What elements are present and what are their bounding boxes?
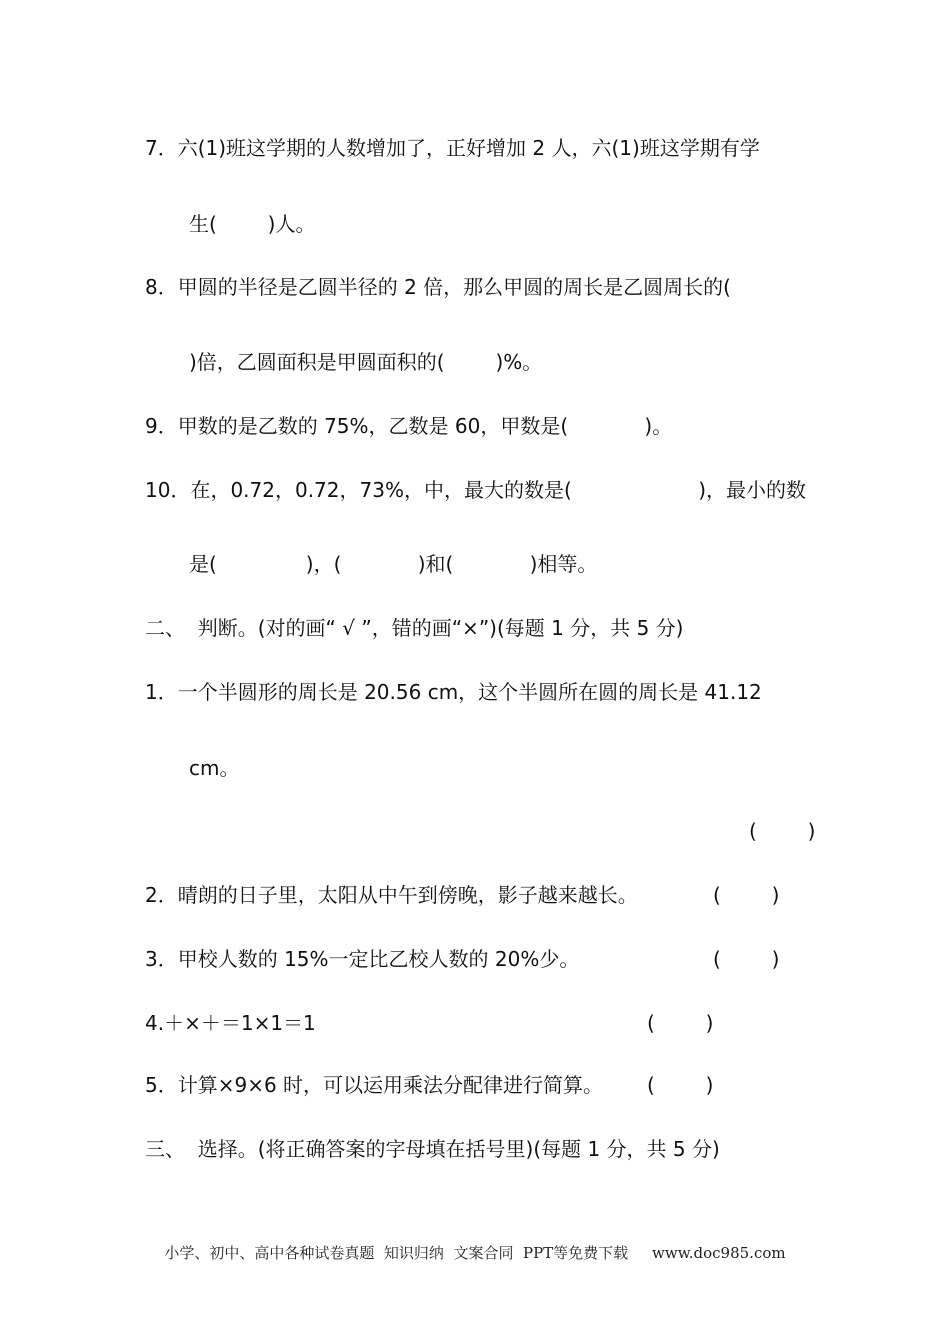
section2-heading: 二、 判断。(对的画“ √ ”，错的画“×”)(每题 1 分，共 5 分) [145,616,684,640]
s2-q2-answer-bracket: ( ) [713,883,780,907]
footer-text: 小学、初中、高中各种试卷真题 知识归纳 文案合同 PPT等免费下载 www.doc985.com [164,1244,786,1262]
s2-q1-line2: cm。 [189,756,240,780]
q10-line1-left: 10．在，0.72，0.72，73%，中，最大的数是( [145,478,572,502]
q8-line2: )倍，乙圆面积是甲圆面积的( )%。 [189,350,543,374]
s2-q4-answer-bracket: ( ) [647,1011,714,1035]
s2-q2: 2．晴朗的日子里，太阳从中午到傍晚，影子越来越长。 [145,883,638,907]
q8-line1: 8．甲圆的半径是乙圆半径的 2 倍，那么甲圆的周长是乙圆周长的( [145,275,731,299]
s2-q1-answer-bracket: ( ) [749,819,816,843]
s2-q3: 3．甲校人数的 15%一定比乙校人数的 20%少。 [145,947,580,971]
s2-q4: 4.＋×＋＝1×1＝1 [145,1011,316,1035]
section3-heading: 三、 选择。(将正确答案的字母填在括号里)(每题 1 分，共 5 分) [145,1137,720,1161]
q7-line1: 7．六(1)班这学期的人数增加了，正好增加 2 人，六(1)班这学期有学 [145,136,760,160]
q10-line2: 是( )，( )和( )相等。 [189,552,598,576]
q10-line1-right: )，最小的数 [698,478,806,502]
s2-q5: 5．计算×9×6 时，可以运用乘法分配律进行简算。 [145,1073,604,1097]
s2-q3-answer-bracket: ( ) [713,947,780,971]
q7-line2: 生( )人。 [189,212,316,236]
q9: 9．甲数的是乙数的 75%，乙数是 60，甲数是( )。 [145,414,673,438]
s2-q5-answer-bracket: ( ) [647,1073,714,1097]
s2-q1-line1: 1．一个半圆形的周长是 20.56 cm，这个半圆所在圆的周长是 41.12 [145,680,762,704]
